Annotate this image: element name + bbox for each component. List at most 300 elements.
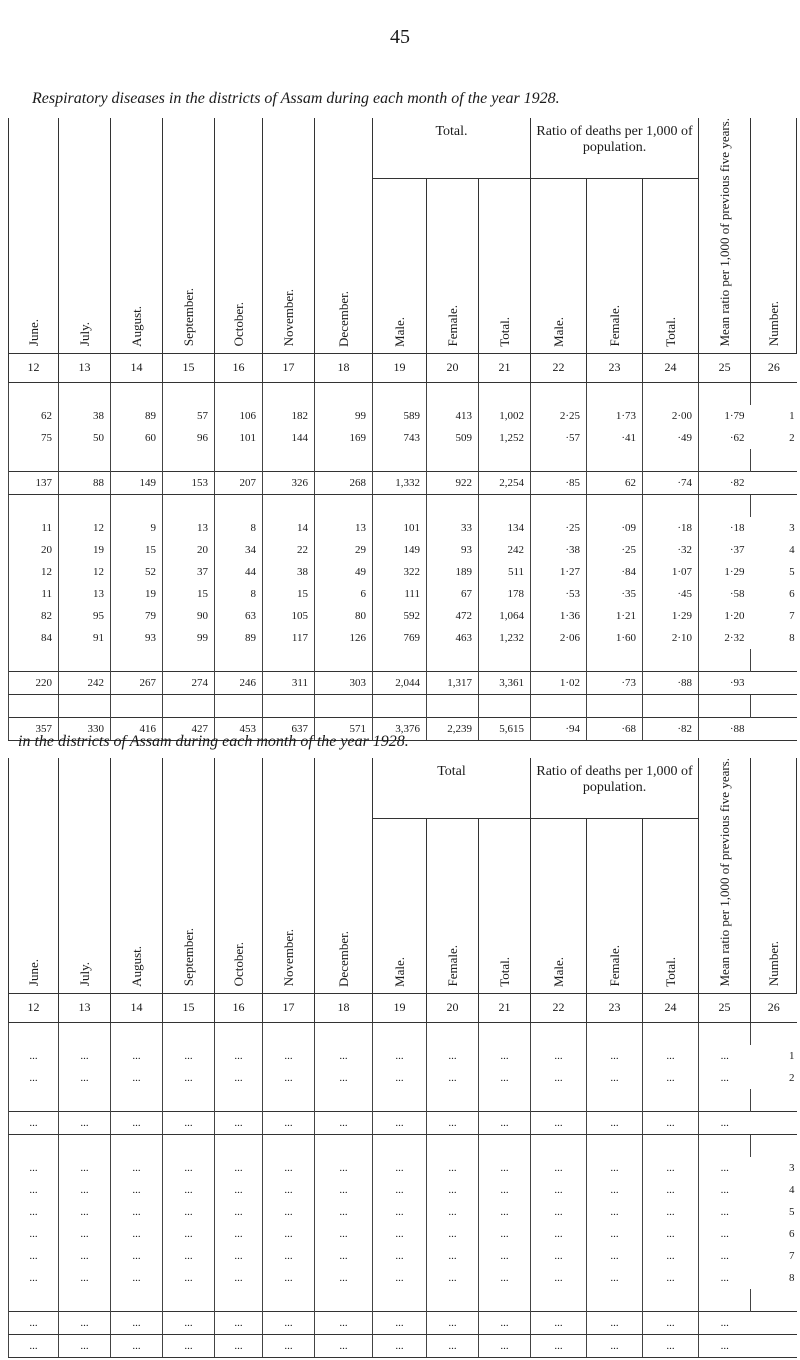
data-cell: ... (263, 1267, 315, 1289)
month-header (263, 118, 315, 353)
data-cell: ... (643, 1067, 699, 1089)
month-header (263, 758, 315, 993)
data-cell: ·35 (587, 583, 643, 605)
data-cell: ... (643, 1045, 699, 1067)
column-number: 18 (315, 993, 373, 1022)
spacer-cell (163, 1289, 215, 1312)
sub-header (373, 178, 427, 353)
data-cell: ... (587, 1179, 643, 1201)
spacer-cell (479, 382, 531, 405)
data-cell: ... (263, 1311, 315, 1334)
spacer-cell (315, 449, 373, 472)
spacer-cell (427, 1289, 479, 1312)
header-row (9, 758, 797, 818)
data-cell: ... (9, 1311, 59, 1334)
data-cell: ... (531, 1067, 587, 1089)
spacer-cell (531, 1022, 587, 1045)
data-cell: ... (699, 1067, 751, 1089)
column-number: 15 (163, 353, 215, 382)
data-cell: 511 (479, 561, 531, 583)
row-number: 6 (789, 1227, 795, 1240)
bottom-table-title: in the districts of Assam during each month of the year 1928. (18, 733, 409, 750)
data-cell: ... (531, 1267, 587, 1289)
data-cell: ... (643, 1334, 699, 1357)
spacer-cell (751, 1089, 797, 1112)
data-cell: ... (531, 1157, 587, 1179)
spacer-row (9, 449, 797, 472)
data-cell: ... (699, 1201, 751, 1223)
spacer-cell (111, 494, 163, 517)
data-cell: 29 (315, 539, 373, 561)
data-cell: 274 (163, 671, 215, 694)
row-number: 8 (789, 631, 795, 644)
data-cell: 13 (315, 517, 373, 539)
spacer-cell (531, 649, 587, 672)
spacer-cell (699, 1089, 751, 1112)
data-cell: ·57 (531, 427, 587, 449)
month-header-label: June. (25, 319, 41, 347)
data-cell: ... (215, 1111, 263, 1134)
ratio-group-header: Ratio of deaths per 1,000 of population. (531, 758, 699, 818)
row-number: 4 (789, 1183, 795, 1196)
column-number: 16 (215, 353, 263, 382)
data-cell: ... (59, 1157, 111, 1179)
data-cell: 1·21 (587, 605, 643, 627)
month-header-label: July. (76, 322, 92, 347)
column-number: 20 (427, 353, 479, 382)
sub-header (587, 818, 643, 993)
spacer-cell (373, 1289, 427, 1312)
data-cell: ... (215, 1157, 263, 1179)
data-cell: ... (111, 1245, 163, 1267)
spacer-cell (9, 382, 59, 405)
spacer-cell (373, 694, 427, 717)
month-header (9, 118, 59, 353)
data-cell: 34 (215, 539, 263, 561)
data-cell: 15 (163, 583, 215, 605)
data-cell: ... (163, 1067, 215, 1089)
data-cell: 89 (215, 627, 263, 649)
spacer-cell (751, 1134, 797, 1157)
data-cell: 1·79 (699, 405, 751, 427)
spacer-row (9, 1089, 797, 1112)
data-cell: ... (427, 1201, 479, 1223)
spacer-cell (587, 1134, 643, 1157)
row-number: 6 (789, 587, 795, 600)
sub-header-label: Total. (662, 956, 678, 987)
data-cell: 592 (373, 605, 427, 627)
spacer-row (9, 649, 797, 672)
data-cell: ·94 (531, 717, 587, 740)
table-row (9, 583, 797, 605)
spacer-cell (315, 1022, 373, 1045)
data-cell: 99 (315, 405, 373, 427)
data-cell: 1·29 (643, 605, 699, 627)
spacer-cell (215, 494, 263, 517)
table-row (9, 605, 797, 627)
spacer-cell (315, 494, 373, 517)
data-cell: ... (59, 1267, 111, 1289)
data-cell: ·37 (699, 539, 751, 561)
spacer-cell (479, 1134, 531, 1157)
data-cell: 15 (111, 539, 163, 561)
data-cell: ... (59, 1223, 111, 1245)
spacer-row (9, 694, 797, 717)
data-cell: ... (587, 1334, 643, 1357)
data-cell: 267 (111, 671, 163, 694)
spacer-cell (643, 382, 699, 405)
data-cell: 111 (373, 583, 427, 605)
sub-header-label: Male. (550, 956, 566, 987)
data-cell: ... (587, 1245, 643, 1267)
data-cell: ... (587, 1111, 643, 1134)
data-cell: ... (427, 1045, 479, 1067)
spacer-cell (9, 1289, 59, 1312)
spacer-cell (315, 649, 373, 672)
spacer-cell (59, 1289, 111, 1312)
data-cell: ·18 (699, 517, 751, 539)
mean-ratio-header (699, 758, 751, 993)
number-header (751, 758, 797, 993)
data-cell: ... (9, 1245, 59, 1267)
data-cell: ... (643, 1157, 699, 1179)
data-cell: 117 (263, 627, 315, 649)
data-cell: ... (531, 1045, 587, 1067)
data-cell: 149 (111, 471, 163, 494)
data-cell: 1,232 (479, 627, 531, 649)
column-number: 14 (111, 353, 163, 382)
mean-ratio-label: Mean ratio per 1,000 of previous five years. (716, 758, 732, 987)
data-cell: 242 (479, 539, 531, 561)
sub-header (373, 818, 427, 993)
data-cell: ... (263, 1179, 315, 1201)
data-cell: 106 (215, 405, 263, 427)
data-cell: ... (111, 1067, 163, 1089)
subtotal-row (9, 671, 797, 694)
data-cell: 2·00 (643, 405, 699, 427)
data-cell: ... (427, 1111, 479, 1134)
data-cell: 416 (111, 717, 163, 740)
month-header (9, 758, 59, 993)
data-cell: ... (531, 1201, 587, 1223)
data-cell: 1·20 (699, 605, 751, 627)
spacer-row (9, 494, 797, 517)
data-cell: 2,254 (479, 471, 531, 494)
table-row (9, 1157, 797, 1179)
spacer-cell (427, 1089, 479, 1112)
data-cell: 95 (59, 605, 111, 627)
data-cell: 472 (427, 605, 479, 627)
data-cell: 44 (215, 561, 263, 583)
spacer-cell (59, 649, 111, 672)
spacer-cell (263, 694, 315, 717)
data-cell: ... (427, 1267, 479, 1289)
month-header (111, 758, 163, 993)
number-header-label: Number. (765, 941, 781, 987)
column-number: 25 (699, 993, 751, 1022)
spacer-cell (263, 494, 315, 517)
spacer-cell (751, 382, 797, 405)
month-header (111, 118, 163, 353)
spacer-cell (163, 449, 215, 472)
top-statistics-table (8, 118, 797, 741)
data-cell: 137 (9, 471, 59, 494)
data-cell: ·73 (587, 671, 643, 694)
data-cell: ·88 (643, 671, 699, 694)
column-number: 24 (643, 993, 699, 1022)
sub-header-label: Male. (391, 316, 407, 347)
spacer-cell (59, 694, 111, 717)
sub-header (643, 818, 699, 993)
spacer-cell (479, 649, 531, 672)
data-cell: ... (9, 1334, 59, 1357)
data-cell: 6 (315, 583, 373, 605)
data-cell: ... (315, 1201, 373, 1223)
data-cell: 12 (9, 561, 59, 583)
spacer-cell (111, 1134, 163, 1157)
month-header (163, 118, 215, 353)
spacer-cell (163, 1134, 215, 1157)
data-cell: 178 (479, 583, 531, 605)
row-number: 7 (789, 609, 795, 622)
month-header-label: October. (230, 942, 246, 987)
data-cell: 1·36 (531, 605, 587, 627)
sub-header (531, 178, 587, 353)
spacer-cell (111, 649, 163, 672)
sub-header (531, 818, 587, 993)
data-cell: ... (427, 1311, 479, 1334)
data-cell: ... (427, 1334, 479, 1357)
number-header-label: Number. (765, 301, 781, 347)
spacer-cell (9, 649, 59, 672)
data-cell: ... (373, 1111, 427, 1134)
spacer-cell (263, 649, 315, 672)
table-row (9, 1223, 797, 1245)
sub-header-label: Male. (391, 956, 407, 987)
spacer-cell (427, 449, 479, 472)
sub-header (643, 178, 699, 353)
data-cell: ... (699, 1334, 751, 1357)
data-cell: ... (315, 1245, 373, 1267)
spacer-cell (587, 494, 643, 517)
data-cell: ... (373, 1157, 427, 1179)
row-number (751, 1111, 797, 1134)
data-cell: ·09 (587, 517, 643, 539)
data-cell: ... (643, 1245, 699, 1267)
spacer-cell (643, 449, 699, 472)
sub-header-label: Female. (606, 945, 622, 987)
spacer-cell (373, 382, 427, 405)
spacer-cell (373, 449, 427, 472)
page-title: Respiratory diseases in the districts of Assam during each month of the year 1928. (32, 90, 560, 107)
data-cell: ... (263, 1157, 315, 1179)
row-number: 3 (789, 521, 795, 534)
column-number-row (9, 993, 797, 1022)
data-cell: 101 (373, 517, 427, 539)
data-cell: ... (587, 1201, 643, 1223)
spacer-cell (373, 1089, 427, 1112)
data-cell: ... (111, 1334, 163, 1357)
data-cell: ... (163, 1179, 215, 1201)
data-cell: 220 (9, 671, 59, 694)
row-number: 5 (789, 1205, 795, 1218)
data-cell: ... (315, 1179, 373, 1201)
sub-header (587, 178, 643, 353)
spacer-cell (587, 649, 643, 672)
spacer-cell (643, 649, 699, 672)
data-cell: ... (215, 1045, 263, 1067)
data-cell: ... (643, 1179, 699, 1201)
sub-header-label: Total. (662, 316, 678, 347)
data-cell: 37 (163, 561, 215, 583)
data-cell: ... (587, 1045, 643, 1067)
data-cell: 1,317 (427, 671, 479, 694)
data-cell: ... (427, 1179, 479, 1201)
mean-ratio-label: Mean ratio per 1,000 of previous five years. (716, 118, 732, 347)
data-cell: 90 (163, 605, 215, 627)
data-cell: ·82 (699, 471, 751, 494)
spacer-cell (699, 694, 751, 717)
column-number: 22 (531, 993, 587, 1022)
data-cell: 62 (587, 471, 643, 494)
spacer-cell (59, 449, 111, 472)
data-cell: 169 (315, 427, 373, 449)
row-number: 5 (789, 565, 795, 578)
data-cell: ... (215, 1067, 263, 1089)
month-header-label: December. (335, 290, 351, 347)
data-cell: ... (587, 1311, 643, 1334)
data-cell: 91 (59, 627, 111, 649)
data-cell: 357 (9, 717, 59, 740)
data-cell: ... (263, 1245, 315, 1267)
data-cell: 75 (9, 427, 59, 449)
data-cell: 246 (215, 671, 263, 694)
data-cell: ... (479, 1157, 531, 1179)
column-number: 15 (163, 993, 215, 1022)
data-cell: ... (373, 1334, 427, 1357)
spacer-cell (751, 449, 797, 472)
data-cell: ... (699, 1045, 751, 1067)
column-number: 13 (59, 353, 111, 382)
column-number: 12 (9, 993, 59, 1022)
column-number-row (9, 353, 797, 382)
spacer-cell (9, 494, 59, 517)
spacer-cell (587, 1089, 643, 1112)
data-cell: 101 (215, 427, 263, 449)
data-cell: ... (427, 1067, 479, 1089)
row-number: 3 (789, 1161, 795, 1174)
table-row (9, 517, 797, 539)
month-header-label: September. (180, 288, 196, 347)
spacer-cell (315, 694, 373, 717)
spacer-cell (531, 1289, 587, 1312)
spacer-cell (59, 1134, 111, 1157)
data-cell: ... (111, 1311, 163, 1334)
data-cell: 13 (59, 583, 111, 605)
spacer-cell (163, 1089, 215, 1112)
spacer-cell (531, 494, 587, 517)
data-cell: 743 (373, 427, 427, 449)
spacer-cell (263, 1289, 315, 1312)
data-cell: ... (373, 1179, 427, 1201)
spacer-cell (59, 1089, 111, 1112)
data-cell: ... (111, 1179, 163, 1201)
data-cell: ... (373, 1045, 427, 1067)
spacer-cell (215, 449, 263, 472)
spacer-cell (751, 1022, 797, 1045)
data-cell: ... (111, 1223, 163, 1245)
data-cell: 149 (373, 539, 427, 561)
data-cell: ... (163, 1334, 215, 1357)
data-cell: ... (587, 1223, 643, 1245)
data-cell: ... (315, 1067, 373, 1089)
spacer-cell (111, 1022, 163, 1045)
data-cell: ... (215, 1334, 263, 1357)
data-cell: ... (373, 1201, 427, 1223)
data-cell: ... (163, 1245, 215, 1267)
data-cell: 2,044 (373, 671, 427, 694)
table-row (9, 539, 797, 561)
data-cell: 1·60 (587, 627, 643, 649)
month-header (59, 758, 111, 993)
spacer-cell (315, 1134, 373, 1157)
data-cell: ... (9, 1067, 59, 1089)
spacer-cell (531, 1134, 587, 1157)
data-cell: ... (111, 1045, 163, 1067)
data-cell: ... (699, 1179, 751, 1201)
spacer-cell (643, 1089, 699, 1112)
spacer-cell (479, 694, 531, 717)
spacer-cell (427, 494, 479, 517)
row-number: 1 (789, 409, 795, 422)
column-number: 22 (531, 353, 587, 382)
header-row (9, 118, 797, 178)
spacer-cell (643, 1022, 699, 1045)
column-number: 24 (643, 353, 699, 382)
spacer-cell (111, 1289, 163, 1312)
data-cell: 2·25 (531, 405, 587, 427)
spacer-cell (111, 694, 163, 717)
data-cell: 62 (9, 405, 59, 427)
data-cell: 8 (215, 583, 263, 605)
table-row (9, 1267, 797, 1289)
month-header-label: August. (128, 305, 144, 347)
data-cell: 15 (263, 583, 315, 605)
data-cell: 79 (111, 605, 163, 627)
table-row (9, 405, 797, 427)
spacer-cell (59, 382, 111, 405)
data-cell: 1,332 (373, 471, 427, 494)
column-number: 23 (587, 993, 643, 1022)
data-cell: ... (479, 1245, 531, 1267)
spacer-cell (587, 1022, 643, 1045)
data-cell: ... (59, 1334, 111, 1357)
sub-header-label: Female. (444, 305, 460, 347)
spacer-cell (751, 1289, 797, 1312)
data-cell: 82 (9, 605, 59, 627)
month-header (315, 758, 373, 993)
spacer-cell (427, 1134, 479, 1157)
data-cell: 63 (215, 605, 263, 627)
row-number: 7 (789, 1249, 795, 1262)
column-number: 12 (9, 353, 59, 382)
spacer-cell (263, 449, 315, 472)
data-cell: 38 (59, 405, 111, 427)
data-cell: ... (643, 1311, 699, 1334)
data-cell: ... (9, 1045, 59, 1067)
spacer-cell (111, 382, 163, 405)
spacer-cell (373, 649, 427, 672)
